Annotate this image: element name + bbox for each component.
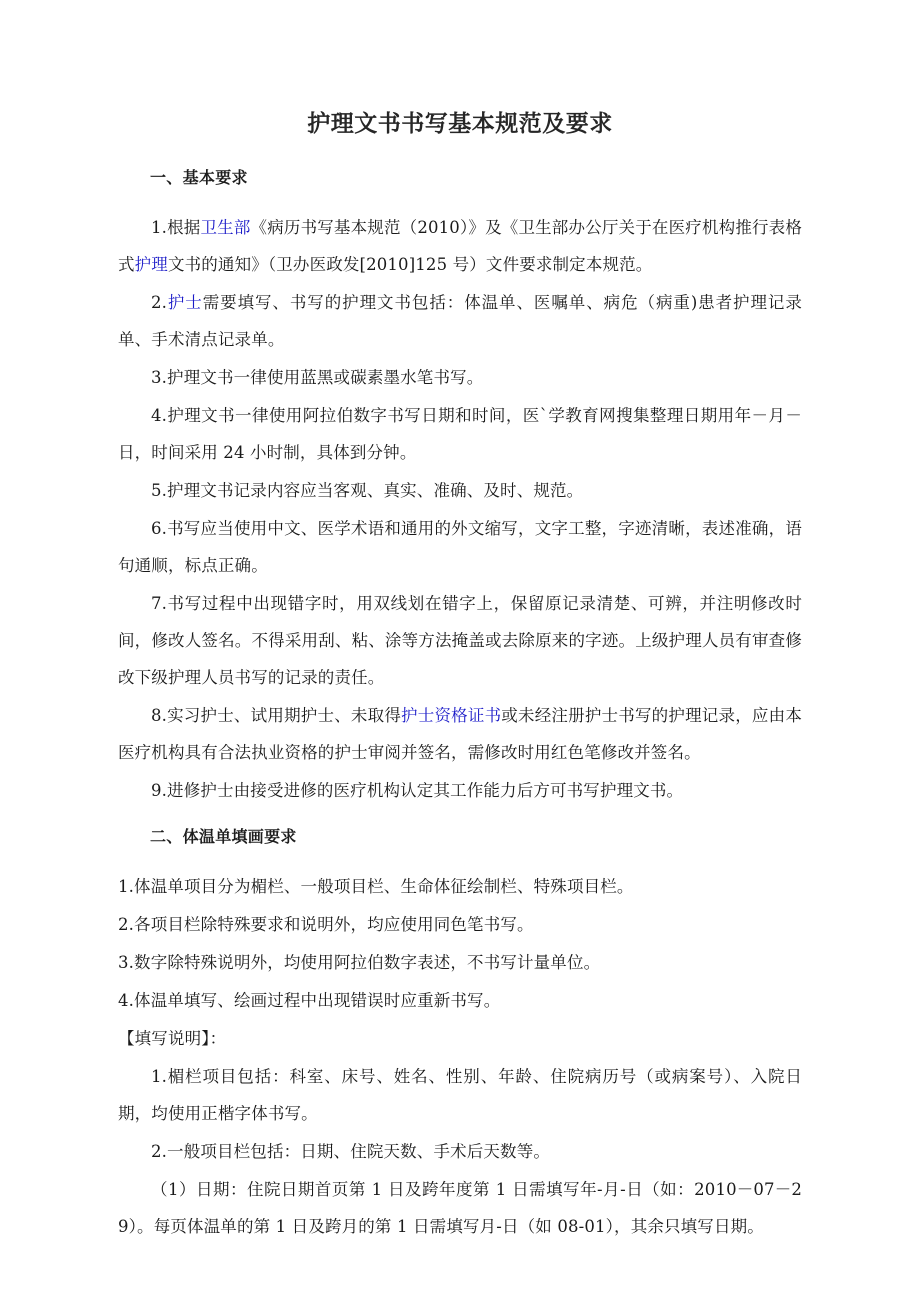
paragraph-2-3	[118, 944, 802, 981]
text-run: 6.书写应当使用中文、医学术语和通用的外文缩写，文字工整，字迹清晰，表述准确，语句通顺，标点正确。	[118, 518, 802, 575]
paragraph-2-7	[118, 1133, 802, 1170]
text-run: 4.体温单填写、绘画过程中出现错误时应重新书写。	[118, 990, 501, 1010]
paragraph-1-9	[118, 772, 802, 809]
spacer	[118, 811, 802, 825]
text-run: 文书的通知》（卫办医政发[2010]125 号）文件要求制定本规范。	[167, 254, 653, 274]
section-temperature-chart-requirements	[118, 811, 802, 1245]
text-run: 2.一般项目栏包括：日期、住院天数、手术后天数等。	[151, 1141, 550, 1161]
text-run: 1.根据	[151, 217, 201, 237]
text-run: 7.书写过程中出现错字时，用双线划在错字上，保留原记录清楚、可辨，并注明修改时间，修改人签名。不得采用刮、粘、涂等方法掩盖或去除原来的字迹。上级护理人员有审查修改下级护理人员书写的记录的责任。	[118, 593, 802, 687]
text-run: 2.	[151, 292, 168, 312]
page-title: 护理文书书写基本规范及要求	[307, 111, 613, 137]
paragraph-1-7	[118, 585, 802, 696]
inline-link[interactable]: 卫生部	[200, 217, 251, 237]
inline-link[interactable]: 护士	[167, 292, 203, 312]
paragraph-1-4	[118, 397, 802, 471]
section-heading-2: 二、体温单填画要求	[150, 826, 297, 846]
text-run: 1.楣栏项目包括：科室、床号、姓名、性别、年龄、住院病历号（或病案号）、入院日期，均使用正楷字体书写。	[118, 1066, 802, 1123]
paragraph-2-4	[118, 982, 802, 1019]
paragraph-2-6	[118, 1058, 802, 1132]
paragraph-2-8	[118, 1171, 802, 1245]
section-heading-1: 一、基本要求	[150, 167, 248, 187]
paragraph-2-5-fill-instructions	[118, 1020, 802, 1057]
text-run: 1.体温单项目分为楣栏、一般项目栏、生命体征绘制栏、特殊项目栏。	[118, 876, 634, 896]
document-body	[118, 110, 802, 1246]
paragraph-2-1	[118, 868, 802, 905]
inline-link[interactable]: 护士资格证书	[401, 705, 502, 725]
spacer	[118, 200, 802, 209]
spacer	[118, 859, 802, 868]
section-basic-requirements	[118, 166, 802, 809]
text-run: 9.进修护士由接受进修的医疗机构认定其工作能力后方可书写护理文书。	[151, 780, 684, 800]
paragraph-2-2	[118, 906, 802, 943]
paragraph-1-1	[118, 209, 802, 283]
paragraph-1-3	[118, 359, 802, 396]
text-run: 或未经注册护士书写的护理记录，应由本医疗机构具有合法执业资格的护士审阅并签名，需修改时用红色笔修改并签名。	[118, 705, 802, 762]
paragraph-1-8	[118, 697, 802, 771]
text-run: 4.护理文书一律使用阿拉伯数字书写日期和时间，医`学教育网搜集整理日期用年－月－日，时间采用 24 小时制，具体到分钟。	[118, 405, 802, 462]
inline-link[interactable]: 护理	[134, 254, 168, 274]
text-run: 《病历书写基本规范（2010）》及《卫生部办公厅关于在医疗机构推行表格式	[118, 217, 803, 274]
text-run: （1）日期：住院日期首页第 1 日及跨年度第 1 日需填写年-月-日（如：2010－07－29）。每页体温单的第 1 日及跨月的第 1 日需填写月-日（如 08-01），其余只填写日期。	[118, 1179, 802, 1236]
text-run: 3.数字除特殊说明外，均使用阿拉伯数字表述，不书写计量单位。	[118, 952, 601, 972]
text-run: 3.护理文书一律使用蓝黑或碳素墨水笔书写。	[151, 367, 484, 387]
text-run: 2.各项目栏除特殊要求和说明外，均应使用同色笔书写。	[118, 914, 534, 934]
text-run: 需要填写、书写的护理文书包括：体温单、医嘱单、病危（病重)患者护理记录单、手术清点记录单。	[118, 292, 802, 349]
paragraph-1-2	[118, 284, 802, 358]
text-run: 【填写说明】：	[118, 1028, 227, 1048]
text-run: 5.护理文书记录内容应当客观、真实、准确、及时、规范。	[151, 480, 584, 500]
paragraph-1-6	[118, 510, 802, 584]
paragraph-1-5	[118, 472, 802, 509]
text-run: 8.实习护士、试用期护士、未取得	[151, 705, 402, 725]
